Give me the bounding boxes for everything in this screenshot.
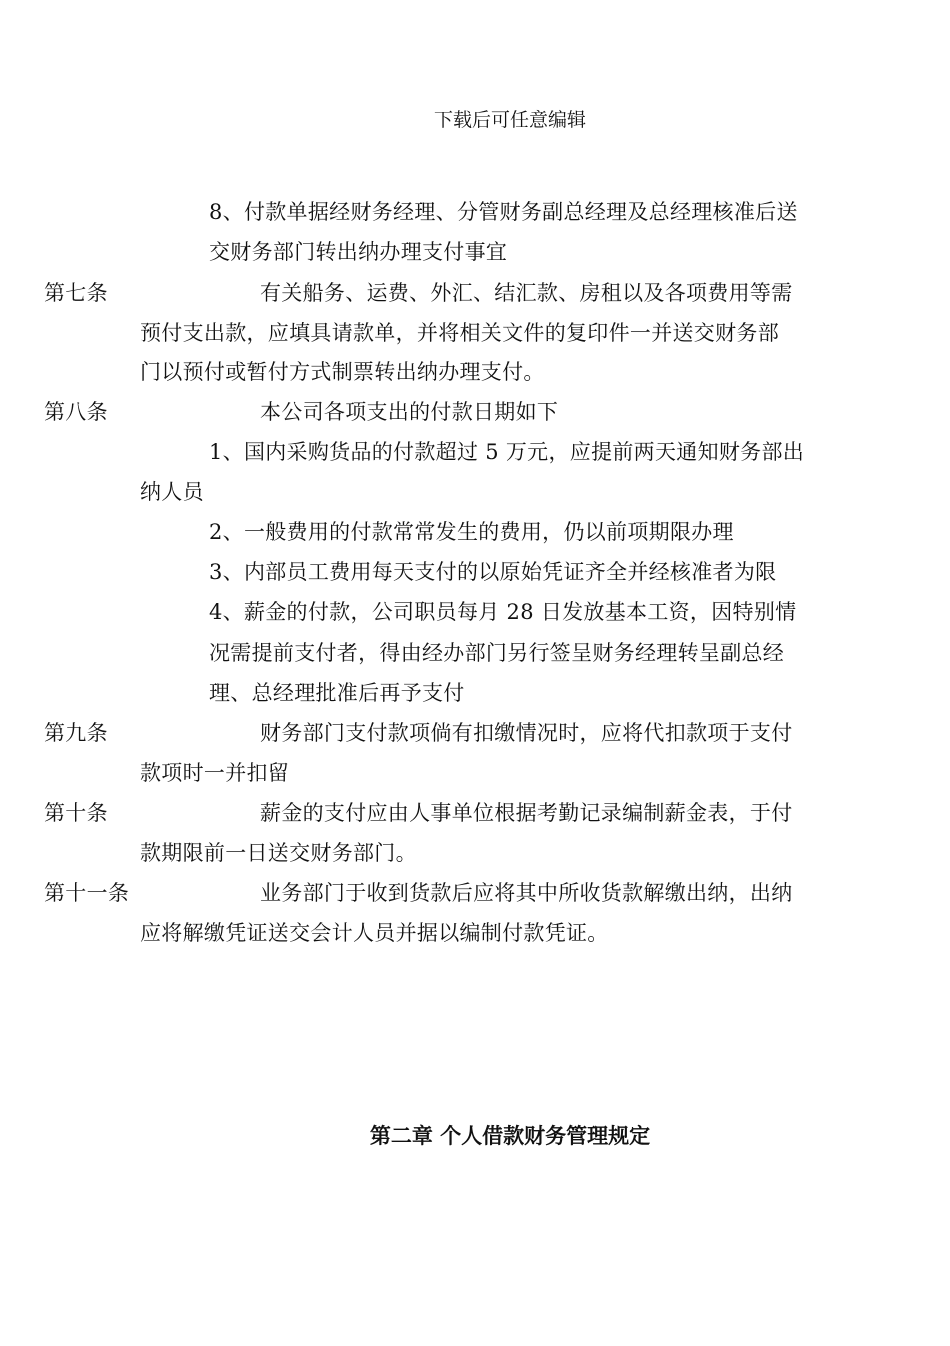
article-10-label: 第十条 [44,801,108,825]
article-7-line-2: 预付支出款，应填具请款单，并将相关文件的复印件一并送交财务部 [140,321,779,345]
article-8-label: 第八条 [44,400,108,424]
article-8-sub-1-line-1: 1、国内采购货品的付款超过 5 万元，应提前两天通知财务部出 [209,440,805,464]
article-8-line-1: 本公司各项支出的付款日期如下 [260,400,559,424]
item-8-line-1: 8、付款单据经财务经理、分管财务副总经理及总经理核准后送 [209,200,798,224]
article-8-sub-4-line-1: 4、薪金的付款，公司职员每月 28 日发放基本工资，因特别情 [209,600,797,624]
chapter-title: 第二章 个人借款财务管理规定 [369,1123,651,1148]
article-7-line-3: 门以预付或暂付方式制票转出纳办理支付。 [140,360,545,384]
article-9-line-1: 财务部门支付款项倘有扣缴情况时，应将代扣款项于支付 [260,721,793,745]
article-8-sub-2: 2、一般费用的付款常常发生的费用，仍以前项期限办理 [209,520,734,544]
article-10-line-2: 款期限前一日送交财务部门。 [140,841,417,865]
article-11-line-2: 应将解缴凭证送交会计人员并据以编制付款凭证。 [140,921,609,945]
article-8-sub-4-line-3: 理、总经理批准后再予支付 [209,681,465,705]
page-header: 下载后可任意编辑 [433,109,586,131]
article-11-line-1: 业务部门于收到货款后应将其中所收货款解缴出纳，出纳 [260,881,793,905]
article-10-line-1: 薪金的支付应由人事单位根据考勤记录编制薪金表，于付 [260,801,793,825]
article-9-label: 第九条 [44,721,108,745]
article-7-label: 第七条 [44,281,108,305]
article-8-sub-4-line-2: 况需提前支付者，得由经办部门另行签呈财务经理转呈副总经 [209,641,785,665]
article-9-line-2: 款项时一并扣留 [140,761,290,785]
article-8-sub-3: 3、内部员工费用每天支付的以原始凭证齐全并经核准者为限 [209,560,777,584]
article-8-sub-1-line-2: 纳人员 [140,480,204,504]
item-8-line-2: 交财务部门转出纳办理支付事宜 [209,240,508,264]
article-7-line-1: 有关船务、运费、外汇、结汇款、房租以及各项费用等需 [260,281,793,305]
article-11-label: 第十一条 [44,881,130,905]
